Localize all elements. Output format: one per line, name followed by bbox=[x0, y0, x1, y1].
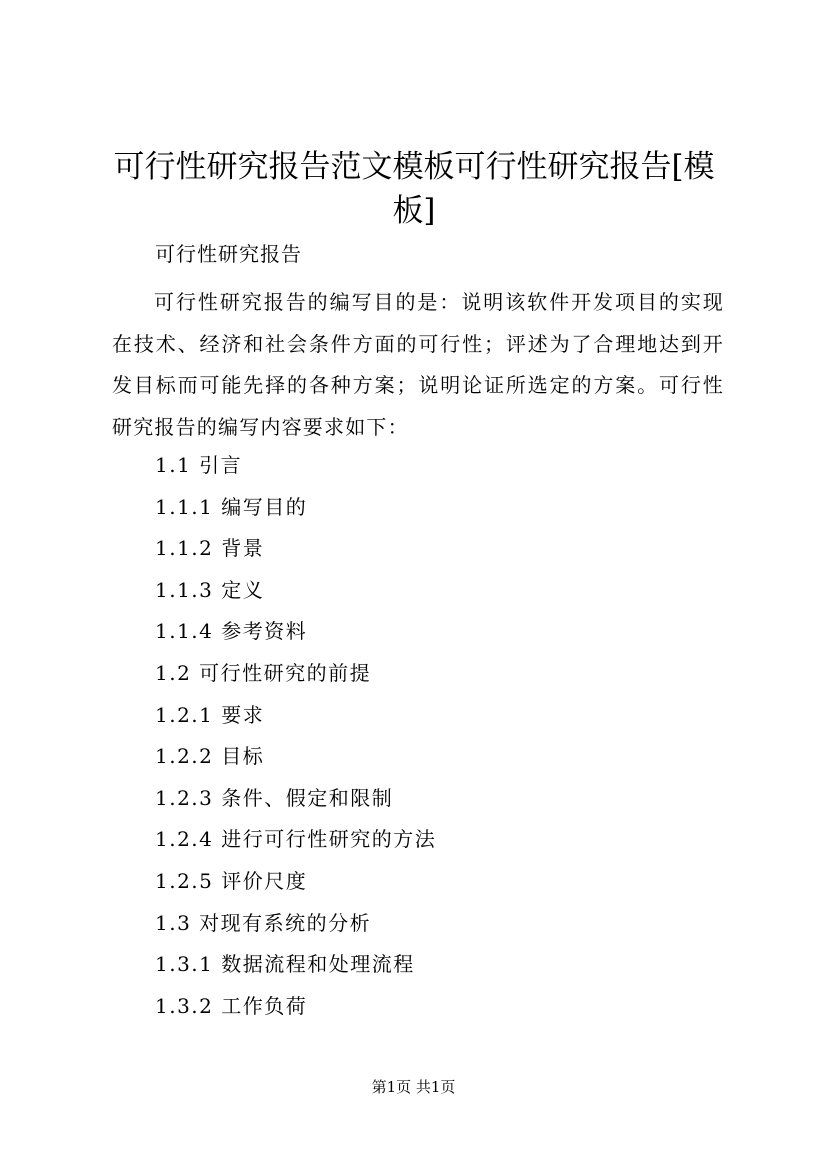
outline-item: 1.1.1 编写目的 bbox=[155, 494, 308, 519]
intro-paragraph: 可行性研究报告的编写目的是：说明该软件开发项目的实现在技术、经济和社会条件方面的可行性；评述为了合理地达到开发目标而可能先择的各种方案；说明论证所选定的方案。可行性研究报告的编写内容要求如下： bbox=[112, 290, 724, 439]
document-title: 可行性研究报告范文模板可行性研究报告[模板] bbox=[113, 149, 715, 229]
outline-item: 1.2.4 进行可行性研究的方法 bbox=[155, 827, 437, 852]
outline-item: 1.2.3 条件、假定和限制 bbox=[155, 785, 394, 810]
outline-item: 1.3.2 工作负荷 bbox=[155, 993, 308, 1018]
outline-item: 1.1.2 背景 bbox=[155, 536, 265, 561]
outline-list bbox=[155, 450, 436, 1032]
outline-item: 1.3.1 数据流程和处理流程 bbox=[155, 952, 415, 977]
outline-item: 1.1.4 参考资料 bbox=[155, 619, 308, 644]
outline-item: 1.2.2 目标 bbox=[155, 744, 265, 769]
outline-item: 1.1 引言 bbox=[155, 453, 243, 477]
section-heading: 可行性研究报告 bbox=[155, 242, 302, 266]
page-footer: 第1页 共1页 bbox=[371, 1078, 456, 1096]
outline-item: 1.2.5 评价尺度 bbox=[155, 868, 308, 893]
outline-item: 1.3 对现有系统的分析 bbox=[155, 910, 372, 935]
outline-item: 1.2 可行性研究的前提 bbox=[155, 660, 372, 685]
outline-item: 1.1.3 定义 bbox=[155, 577, 265, 602]
outline-item: 1.2.1 要求 bbox=[155, 702, 265, 727]
